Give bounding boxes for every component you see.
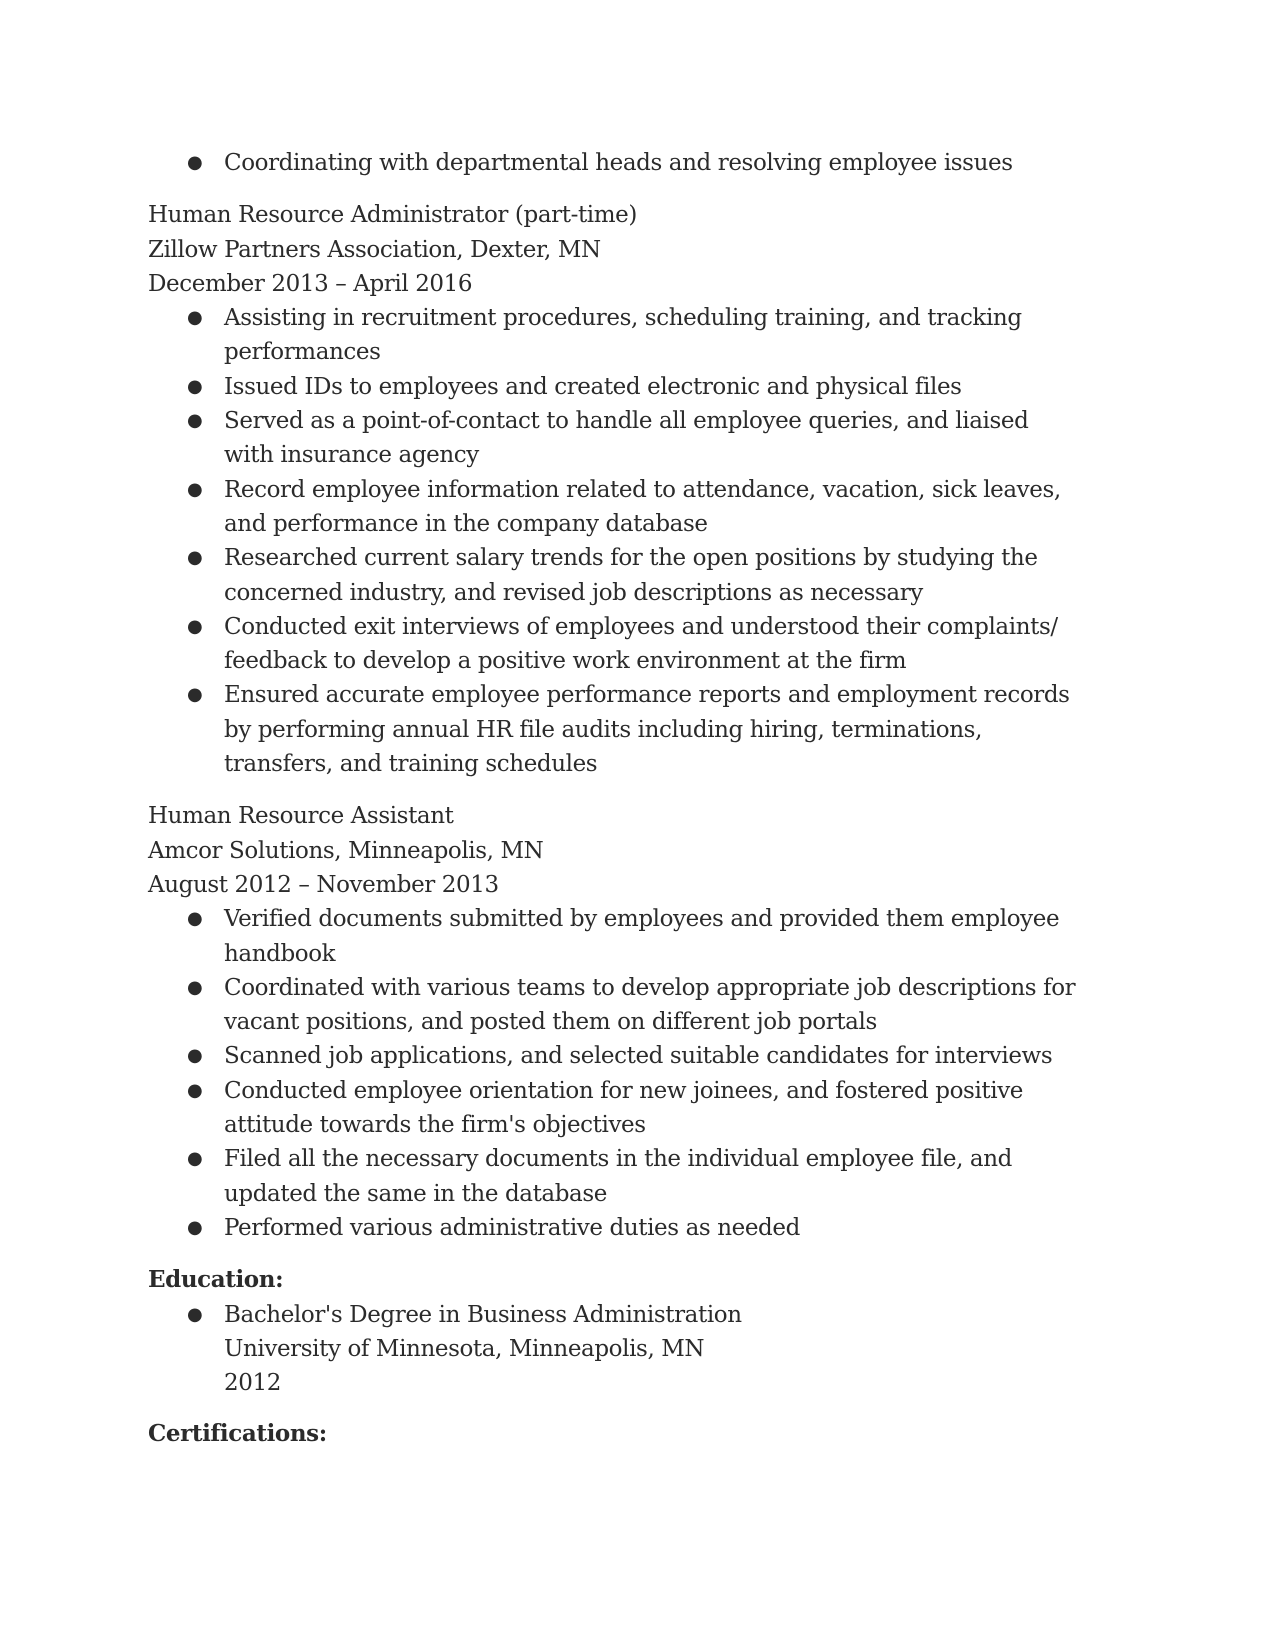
job-title: Human Resource Administrator (part-time): [148, 202, 637, 229]
resume-page: [148, 146, 1148, 1452]
bullet-icon: ●: [187, 1148, 203, 1170]
education-year: 2012: [224, 1370, 281, 1397]
bullet-icon: ●: [187, 1303, 203, 1325]
bullet-icon: ●: [187, 1216, 203, 1238]
job-entry: [148, 198, 1148, 781]
list-item: ● Performed various administrative duties as needed: [148, 1211, 1084, 1245]
list-item: ● Conducted employee orientation for new joinees, and fostered positive attitude towards the firm's objectives: [148, 1074, 1084, 1143]
bullet-icon: ●: [187, 1079, 203, 1101]
bullet-icon: ●: [187, 375, 203, 397]
bullet-icon: ●: [187, 684, 203, 706]
list-item: ● Served as a point-of-contact to handle all employee queries, and liaised with insurance agency: [148, 404, 1084, 473]
list-item: ● Coordinating with departmental heads and resolving employee issues: [148, 146, 1084, 180]
bullet-icon: ●: [187, 908, 203, 930]
section-heading-certifications: Certifications:: [148, 1420, 327, 1448]
list-item: ● Verified documents submitted by employees and provided them employee handbook: [148, 902, 1084, 971]
job-company: Zillow Partners Association, Dexter, MN: [148, 236, 601, 263]
list-item: [148, 1298, 1084, 1401]
list-item: ● Conducted exit interviews of employees and understood their complaints/ feedback to develop a positive work environment at the firm: [148, 610, 1084, 679]
job-company: Amcor Solutions, Minneapolis, MN: [148, 837, 544, 864]
list-item: ● Record employee information related to attendance, vacation, sick leaves, and performance in the company database: [148, 473, 1084, 542]
list-item: ● Coordinated with various teams to develop appropriate job descriptions for vacant positions, and posted them on different job portals: [148, 971, 1084, 1040]
list-item: ● Assisting in recruitment procedures, scheduling training, and tracking performances: [148, 301, 1084, 370]
bullet-icon: ●: [187, 1045, 203, 1067]
education-degree: Bachelor's Degree in Business Administration: [224, 1301, 742, 1328]
bullet-icon: ●: [187, 152, 203, 173]
intro-bullet-list: [148, 146, 1148, 180]
job-dates: December 2013 – April 2016: [148, 270, 473, 297]
job-dates: August 2012 – November 2013: [148, 871, 499, 898]
list-item: ● Ensured accurate employee performance reports and employment records by performing annual HR file audits including hiring, terminations, transfers, and training schedules: [148, 678, 1084, 781]
section-heading-education: Education:: [148, 1266, 284, 1294]
bullet-icon: ●: [187, 976, 203, 998]
education-section: [148, 1263, 1148, 1400]
certifications-section: [148, 1417, 1148, 1451]
list-item: ● Filed all the necessary documents in the individual employee file, and updated the same in the database: [148, 1142, 1084, 1211]
job-bullet-list: [148, 902, 1148, 1245]
list-item: ● Issued IDs to employees and created electronic and physical files: [148, 370, 1084, 404]
education-bullet-list: [148, 1298, 1148, 1401]
list-item: ● Scanned job applications, and selected suitable candidates for interviews: [148, 1039, 1084, 1073]
bullet-icon: ●: [187, 615, 203, 637]
bullet-icon: ●: [187, 547, 203, 569]
bullet-icon: ●: [187, 307, 203, 329]
list-item: ● Researched current salary trends for the open positions by studying the concerned industry, and revised job descriptions as necessary: [148, 541, 1084, 610]
bullet-icon: ●: [187, 478, 203, 500]
education-school: University of Minnesota, Minneapolis, MN: [224, 1335, 705, 1362]
job-bullet-list: [148, 301, 1148, 781]
job-title: Human Resource Assistant: [148, 803, 454, 830]
bullet-icon: ●: [187, 410, 203, 432]
job-entry: [148, 799, 1148, 1245]
